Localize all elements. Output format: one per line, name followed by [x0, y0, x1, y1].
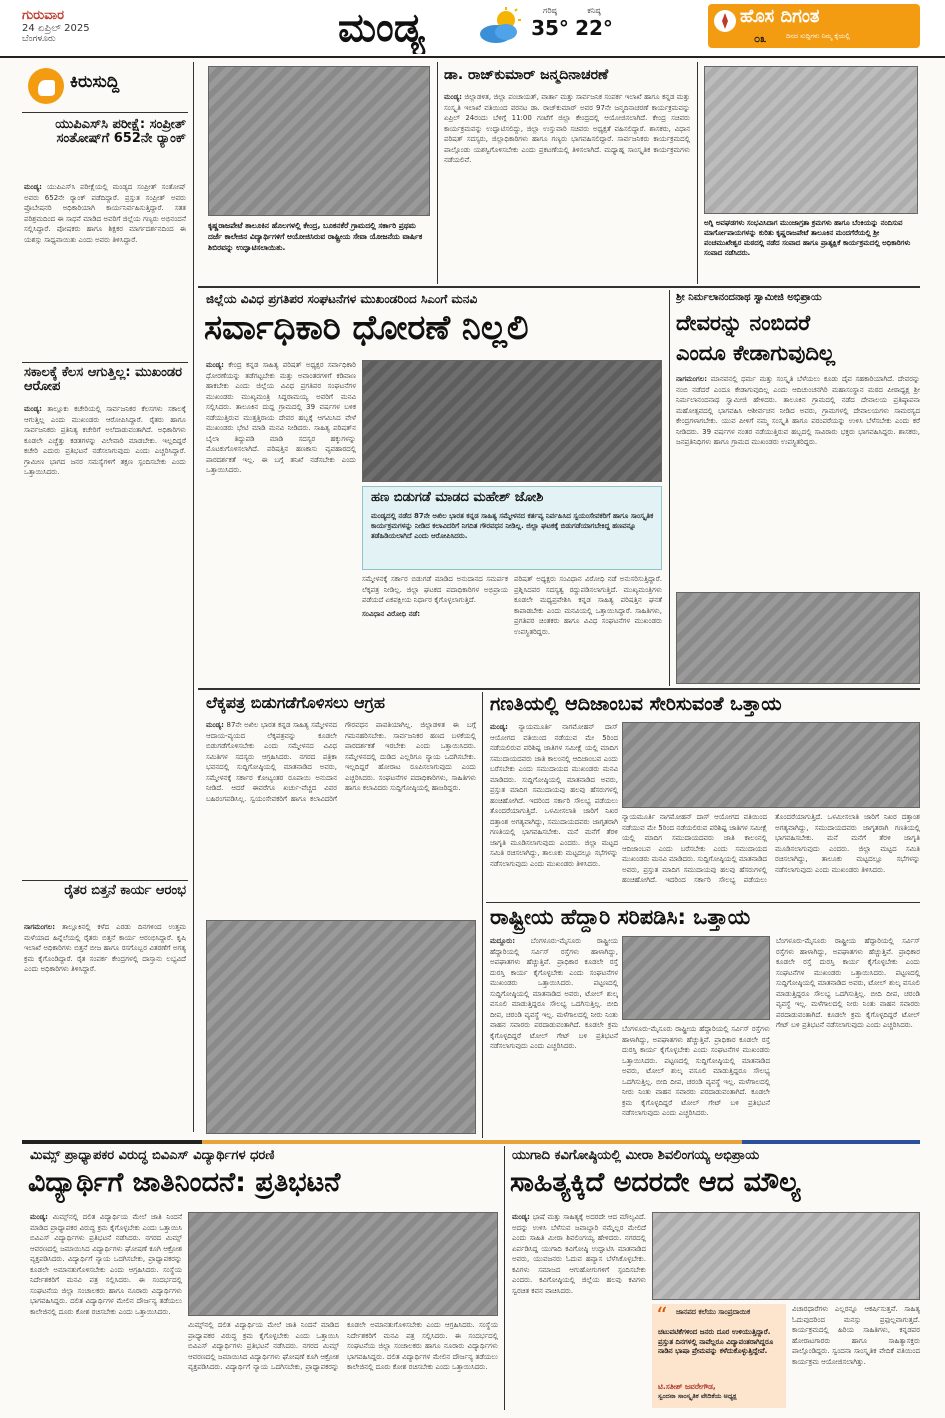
lead-body-bottom-right — [514, 574, 662, 686]
lekkapatra-photo — [206, 920, 476, 1134]
kavigoshti-dateline: ಮಂಡ್ಯ: — [512, 1213, 530, 1221]
mims-body — [30, 1212, 182, 1408]
nirmalananda-headline-2: ಎಂದೂ ಕೇಡಾಗುವುದಿಲ್ಲ — [676, 342, 836, 365]
lead-kicker: ಜಿಲ್ಲೆಯ ವಿವಿಧ ಪ್ರಗತಿಪರ ಸಂಘಟನೆಗಳ ಮುಖಂಡರಿಂದ ಸಿಎಂಗೆ ಮನವಿ — [206, 292, 478, 306]
mims-text-2: ಮಿಮ್ಸ್‌ನಲ್ಲಿ ದಲಿತ ವಿದ್ಯಾರ್ಥಿಯ ಮೇಲೆ ಜಾತಿ ನಿಂದನೆ ಮಾಡಿದ ಪ್ರಾಧ್ಯಾಪಕರ ವಿರುದ್ಧ ಕ್ರಮ ಕೈಗೊಳ್ಳಬೇಕು ಎಂದು ಒತ್ತಾಯಿಸಿ ಬಿವಿಎಸ್ ವಿದ್ಯಾರ್ಥಿಗಳು ಪ್ರತಿಭಟನೆ ನಡೆಸಿದರು. ನಗರದ ಮಿಮ್ಸ್ ಆವರಣದಲ್ಲಿ ಜಮಾಯಿಸಿದ ವಿದ್ಯಾರ್ಥಿಗಳು ಘೋಷಣೆ ಕೂಗಿ ಆಕ್ರೋಶ ವ್ಯಕ್ತಪಡಿಸಿದರು. ವಿದ್ಯಾರ್ಥಿಗೆ ನ್ಯಾಯ ಒದಗಿಸಬೇಕು, ಪ್ರಾಧ್ಯಾಪಕರನ್ನು ಕೂಡಲೇ ಅಮಾನತುಗೊಳಿಸಬೇಕು ಎಂದು ಆಗ್ರಹಿಸಿದರು. ಸಂಸ್ಥೆಯ ನಿರ್ದೇಶಕರಿಗೆ ಮನವಿ ಪತ್ರ ಸಲ್ಲಿಸಿದರು. ಈ ಸಂದರ್ಭದಲ್ಲಿ ಸಂಘಟನೆಯ ಜಿಲ್ಲಾ ಸಂಚಾಲಕರು ಹಾಗೂ ನೂರಾರು ವಿದ್ಯಾರ್ಥಿಗಳು ಭಾಗವಹಿಸಿದ್ದರು. ದಲಿತ ವಿದ್ಯಾರ್ಥಿಗಳ ಮೇಲಿನ ದೌರ್ಜನ್ಯ ತಡೆಯಲು ಕಾಲೇಜಿನಲ್ಲಿ ದೂರು ಕೋಶ ರಚಿಸಬೇಕು ಎಂದು ಒತ್ತಾಯಿಸಿದರು. — [188, 1321, 498, 1371]
kavigoshti-quote-author: ಟಿ.ಸತೀಶ್ ಜವರೇಗೌಡ, — [658, 1382, 716, 1391]
kavigoshti-quote-kicker: ಜಾನಪದ ಕಲೆಯು ಸಾಂಪ್ರದಾಯಿಕ — [676, 1308, 751, 1316]
brand-block — [708, 4, 920, 48]
kiru-item-3-body — [24, 922, 186, 1138]
kiru-item-3-dateline: ನಾಗಮಂಗಲ: — [24, 923, 56, 931]
kavigoshti-headline: ಸಾಹಿತ್ಯಕ್ಕಿದೆ ಅದರದೇ ಆದ ಮೌಲ್ಯ — [510, 1168, 801, 1198]
column-rule — [504, 1146, 505, 1410]
column-rule — [437, 62, 438, 284]
kirusuddi-column — [22, 62, 188, 1142]
top-right-photo-caption: ಅಗ್ನಿ ಅವಘಡಗಳು ಸಂಭವಿಸಿದಾಗ ಮುಂಜಾಗ್ರತಾ ಕ್ರಮಗಳು ಹಾಗೂ ಬೆಂಕಿಯನ್ನು ನಂದಿಸುವ ಮಾರ್ಗೋಪಾಯಗಳನ್ನು ಕುರಿತು ಕೃಷ್ಣರಾಜಪೇಟೆ ತಾಲೂಕಿನ ಮಂದಗೆರೆಯಲ್ಲಿ ಶ್ರೀ ಪಂಚಮುಖೇಶ್ವರ ಮಠದಲ್ಲಿ ನಡೆದ ಸಂವಾದ ಹಾಗೂ ಪ್ರಾತ್ಯಕ್ಷಿಕೆ ಕಾರ್ಯಕ್ರಮದಲ್ಲಿ ಅಧಿಕಾರಿಗಳು ಸಂವಾದ ನಡೆಸಿದರು. — [704, 219, 911, 257]
max-temp: 35° — [531, 16, 569, 40]
hedari-dateline: ಮದ್ದೂರು: — [490, 937, 516, 945]
kiru-item-3-headline: ರೈತರ ಬಿತ್ತನೆ ಕಾರ್ಯ ಆರಂಭ — [64, 884, 186, 898]
column-rule — [193, 62, 194, 1132]
brand-logo-icon — [714, 10, 736, 32]
kirusuddi-label: ಕಿರುಸುದ್ದಿ — [70, 72, 120, 92]
weather-icon — [476, 6, 524, 46]
nirmalananda-body — [676, 374, 920, 588]
kiru-item-1-headline: ಯುಪಿಎಸ್‌ಸಿ ಪರೀಕ್ಷೆ: ಸಂಪ್ರೀತ್ ಸಂತೋಷ್‌ಗೆ 652ನೇ ರ‍್ಯಾಂಕ್ — [55, 118, 186, 147]
hedari-text-2: ಬೆಂಗಳೂರು-ಮೈಸೂರು ರಾಷ್ಟ್ರೀಯ ಹೆದ್ದಾರಿಯಲ್ಲಿ ಸರ್ವಿಸ್ ರಸ್ತೆಗಳು ಹಾಳಾಗಿದ್ದು, ಅಪಘಾತಗಳು ಹೆಚ್ಚುತ್ತಿವೆ. ಪ್ರಾಧಿಕಾರ ಕೂಡಲೇ ರಸ್ತೆ ದುರಸ್ತಿ ಕಾರ್ಯ ಕೈಗೊಳ್ಳಬೇಕು ಎಂದು ಸಂಘಟನೆಗಳ ಮುಖಂಡರು ಒತ್ತಾಯಿಸಿದರು. ಪಟ್ಟಣದಲ್ಲಿ ಸುದ್ದಿಗೋಷ್ಠಿಯಲ್ಲಿ ಮಾತನಾಡಿದ ಅವರು, ಟೋಲ್ ಶುಲ್ಕ ವಸೂಲಿ ಮಾಡುತ್ತಿದ್ದರೂ ಸೌಲಭ್ಯ ಒದಗಿಸುತ್ತಿಲ್ಲ. ಬೀದಿ ದೀಪ, ಚರಂಡಿ ವ್ಯವಸ್ಥೆ ಇಲ್ಲ. ಮಳೆಗಾಲದಲ್ಲಿ ನೀರು ನಿಂತು ವಾಹನ ಸವಾರರು ಪರದಾಡುವಂತಾಗಿದೆ. ಕೂಡಲೇ ಕ್ರಮ ಕೈಗೊಳ್ಳದಿದ್ದರೆ ಟೋಲ್ ಗೇಟ್ ಬಳಿ ಪ್ರತಿಭಟನೆ ನಡೆಸಲಾಗುವುದು ಎಂದು ಎಚ್ಚರಿಸಿದರು. — [622, 1025, 770, 1117]
nirmalananda-text: ಮಾನವನಲ್ಲಿ ಧರ್ಮ ಮತ್ತು ಸಂಸ್ಕೃತಿ ಬೆಳೆಯಲು ಕೂಡು ದೈವ ಸಹಕಾರಿಯಾಗಿದೆ. ದೇವರನ್ನು ನಂಬಿ ನಡೆದರೆ ಎಂದೂ ಕೇಡಾಗುವುದಿಲ್ಲ ಎಂದು ಆದಿಚುಂಚನಗಿರಿ ಮಹಾಸಂಸ್ಥಾನ ಮಠದ ಪೀಠಾಧ್ಯಕ್ಷ ಶ್ರೀ ನಿರ್ಮಲಾನಂದನಾಥ ಸ್ವಾಮೀಜಿ ಹೇಳಿದರು. ತಾಲೂಕಿನ ಗ್ರಾಮದಲ್ಲಿ ನಡೆದ ದೇವಾಲಯ ಪ್ರತಿಷ್ಠಾಪನಾ ಮಹೋತ್ಸವದಲ್ಲಿ ಭಾಗವಹಿಸಿ ಆಶೀರ್ವಚನ ನೀಡಿದ ಅವರು, ಗ್ರಾಮಗಳಲ್ಲಿ ದೇವಾಲಯಗಳು ಸಾಮರಸ್ಯದ ಕೇಂದ್ರಗಳಾಗಬೇಕು. ಯುವ ಪೀಳಿಗೆ ನಮ್ಮ ಸಂಸ್ಕೃತಿ ಹಾಗೂ ಪರಂಪರೆಯನ್ನು ಉಳಿಸಿ ಬೆಳೆಸಬೇಕು ಎಂದು ಕರೆ ನೀಡಿದರು. 39 ವರ್ಷಗಳ ನಂತರ ನಡೆಯುತ್ತಿರುವ ಹಬ್ಬದಲ್ಲಿ ಸಾವಿರಾರು ಭಕ್ತರು ಭಾಗವಹಿಸಿದ್ದರು. ಶಾಸಕರು, ಜನಪ್ರತಿನಿಧಿಗಳು ಹಾಗೂ ಗ್ರಾಮದ ಮುಖಂಡರು ಉಪಸ್ಥಿತರಿದ್ದರು. — [676, 375, 920, 446]
mims-kicker: ಮಿಮ್ಸ್ ಪ್ರಾಧ್ಯಾಪಕರ ವಿರುದ್ಧ ಬಿವಿಎಸ್ ವಿದ್ಯಾರ್ಥಿಗಳ ಧರಣಿ — [30, 1148, 275, 1163]
quote-mark-icon: “ — [656, 1306, 668, 1324]
lead-headline: ಸರ್ವಾಧಿಕಾರಿ ಧೋರಣೆ ನಿಲ್ಲಲಿ — [204, 310, 529, 348]
max-temp-block — [528, 6, 572, 50]
lekkapatra-headline: ಲೆಕ್ಕಪತ್ರ ಬಿಡುಗಡೆಗೊಳಿಸಲು ಆಗ್ರಹ — [206, 694, 385, 712]
kavigoshti-body — [512, 1212, 646, 1408]
mims-headline: ವಿದ್ಯಾರ್ಥಿಗೆ ಜಾತಿನಿಂದನೆ: ಪ್ರತಿಭಟನೆ — [28, 1168, 341, 1198]
kiru-item-2-headline: ಸಕಾಲಕ್ಕೆ ಕೆಲಸ ಆಗುತ್ತಿಲ್ಲ: ಮುಖಂಡರ ಆರೋಪ — [24, 366, 183, 395]
kavigoshti-quote-role: ಸ್ವಂದನಾ ಸಾಂಸ್ಕೃತಿಕ ವೇದಿಕೆಯ ಅಧ್ಯಕ್ಷ — [658, 1392, 737, 1400]
kiru-item-3-text: ತಾಲ್ಲೂಕಿನಲ್ಲಿ ಕಳೆದ ಎರಡು ದಿನಗಳಿಂದ ಉತ್ತಮ ಮಳೆಯಾದ ಹಿನ್ನೆಲೆಯಲ್ಲಿ ರೈತರು ಬಿತ್ತನೆ ಕಾರ್ಯ ಆರಂಭಿಸಿದ್ದಾರೆ. ಕೃಷಿ ಇಲಾಖೆ ಅಧಿಕಾರಿಗಳು ಬಿತ್ತನೆ ಬೀಜ ಹಾಗೂ ರಸಗೊಬ್ಬರ ವಿತರಣೆಗೆ ಅಗತ್ಯ ಕ್ರಮ ಕೈಗೊಂಡಿದ್ದಾರೆ. ರೈತ ಸಂಪರ್ಕ ಕೇಂದ್ರಗಳಲ್ಲಿ ದಾಸ್ತಾನು ಲಭ್ಯವಿದೆ ಎಂದು ಅಧಿಕಾರಿಗಳು ತಿಳಿಸಿದ್ದಾರೆ. — [24, 923, 186, 973]
min-temp: 22° — [575, 16, 613, 40]
mims-dateline: ಮಂಡ್ಯ: — [30, 1213, 48, 1221]
nirmalananda-photo — [676, 592, 920, 684]
rajkumar-body — [444, 92, 690, 282]
color-bar-segment — [742, 1140, 920, 1144]
hedari-text: ಬೆಂಗಳೂರು-ಮೈಸೂರು ರಾಷ್ಟ್ರೀಯ ಹೆದ್ದಾರಿಯಲ್ಲಿ ಸರ್ವಿಸ್ ರಸ್ತೆಗಳು ಹಾಳಾಗಿದ್ದು, ಅಪಘಾತಗಳು ಹೆಚ್ಚುತ್ತಿವೆ. ಪ್ರಾಧಿಕಾರ ಕೂಡಲೇ ರಸ್ತೆ ದುರಸ್ತಿ ಕಾರ್ಯ ಕೈಗೊಳ್ಳಬೇಕು ಎಂದು ಸಂಘಟನೆಗಳ ಮುಖಂಡರು ಒತ್ತಾಯಿಸಿದರು. ಪಟ್ಟಣದಲ್ಲಿ ಸುದ್ದಿಗೋಷ್ಠಿಯಲ್ಲಿ ಮಾತನಾಡಿದ ಅವರು, ಟೋಲ್ ಶುಲ್ಕ ವಸೂಲಿ ಮಾಡುತ್ತಿದ್ದರೂ ಸೌಲಭ್ಯ ಒದಗಿಸುತ್ತಿಲ್ಲ. ಬೀದಿ ದೀಪ, ಚರಂಡಿ ವ್ಯವಸ್ಥೆ ಇಲ್ಲ. ಮಳೆಗಾಲದಲ್ಲಿ ನೀರು ನಿಂತು ವಾಹನ ಸವಾರರು ಪರದಾಡುವಂತಾಗಿದೆ. ಕೂಡಲೇ ಕ್ರಮ ಕೈಗೊಳ್ಳದಿದ್ದರೆ ಟೋಲ್ ಗೇಟ್ ಬಳಿ ಪ್ರತಿಭಟನೆ ನಡೆಸಲಾಗುವುದು ಎಂದು ಎಚ್ಚರಿಸಿದರು. — [490, 937, 618, 1050]
nirmalananda-dateline: ನಾಗಮಂಗಲ: — [676, 375, 708, 383]
hedari-headline: ರಾಷ್ಟ್ರೀಯ ಹೆದ್ದಾರಿ ಸರಿಪಡಿಸಿ: ಒತ್ತಾಯ — [490, 906, 751, 929]
nirmalananda-headline-1: ದೇವರನ್ನು ನಂಬಿದರೆ — [676, 312, 811, 335]
min-temp-block — [572, 6, 616, 50]
rajkumar-dateline: ಮಂಡ್ಯ: — [444, 93, 462, 101]
masthead-date-block — [22, 8, 182, 52]
hedari-body-3 — [776, 936, 920, 1134]
ganati-text: ನ್ಯಾಯಮೂರ್ತಿ ನಾಗಮೋಹನ್ ದಾಸ್ ಆಯೋಗದ ವತಿಯಿಂದ ನಡೆಯುವ ಮೇ 5ರಿಂದ ನಡೆಯಲಿರುವ ಪರಿಶಿಷ್ಟ ಜಾತಿಗಳ ಸಮೀಕ್ಷೆ ಯಲ್ಲಿ ಮಾದಿಗ ಸಮುದಾಯದವರು ಜಾತಿ ಕಾಲಂನಲ್ಲಿ ಆದಿಜಾಂಬವ ಎಂದು ಬರೆಸಬೇಕು ಎಂದು ಸಮುದಾಯದ ಮುಖಂಡರು ಮನವಿ ಮಾಡಿದರು. ಸುದ್ದಿಗೋಷ್ಠಿಯಲ್ಲಿ ಮಾತನಾಡಿದ ಅವರು, ಪ್ರಸ್ತುತ ಮಾದಿಗ ಸಮುದಾಯವು ಹಲವು ಹೆಸರುಗಳಲ್ಲಿ ಹಂಚಿಹೋಗಿದೆ. ಇದರಿಂದ ಸರ್ಕಾರಿ ಸೌಲಭ್ಯ ಪಡೆಯಲು ತೊಂದರೆಯಾಗುತ್ತಿದೆ. ಒಳಮೀಸಲಾತಿ ಜಾರಿಗೆ ನಿಖರ ದತ್ತಾಂಶ ಅಗತ್ಯವಾಗಿದ್ದು, ಸಮುದಾಯದವರು ಜಾಗೃತರಾಗಿ ಗಣತಿಯಲ್ಲಿ ಭಾಗವಹಿಸಬೇಕು. ಮನೆ ಮನೆಗೆ ತೆರಳಿ ಜಾಗೃತಿ ಮೂಡಿಸಲಾಗುವುದು ಎಂದರು. ಜಿಲ್ಲಾ ಮಟ್ಟದ ಸಮಿತಿ ರಚಿಸಲಾಗಿದ್ದು, ತಾಲೂಕು ಮಟ್ಟದಲ್ಲೂ ಸಭೆಗಳನ್ನು ನಡೆಸಲಾಗುವುದು ಎಂದು ಮುಖಂಡರು ತಿಳಿಸಿದರು. — [490, 723, 618, 868]
column-rule — [669, 290, 670, 686]
kavigoshti-quote: ಚಟುವಟಿಕೆಗಳಿಂದ ಜನರು ದೂರ ಉಳಿಯುತ್ತಿದ್ದಾರೆ. ಪ್ರಸ್ತುತ ದಿನಗಳಲ್ಲಿ ನಾವೆಲ್ಲರೂ ವಿದ್ಯಾವಂತರಾಗಿದ್ದರೂ ನಾಡಿನ ಭಾಷಾ ಪ್ರೇಮವನ್ನು ಕಳೆದುಕೊಳ್ಳುತ್ತಿದ್ದೇವೆ. — [658, 1328, 774, 1355]
lekkapatra-text: 87ನೇ ಅಖಿಲ ಭಾರತ ಕನ್ನಡ ಸಾಹಿತ್ಯ ಸಮ್ಮೇಳನದ ಆದಾಯ-ವ್ಯಯದ ಲೆಕ್ಕಪತ್ರವನ್ನು ಕೂಡಲೇ ಬಿಡುಗಡೆಗೊಳಿಸಬೇಕು ಎಂದು ಸಮ್ಮೇಳನದ ವಿವಿಧ ಸಮಿತಿಗಳ ಸದಸ್ಯರು ಆಗ್ರಹಿಸಿದರು. ನಗರದ ಪತ್ರಿಕಾ ಭವನದಲ್ಲಿ ಸುದ್ದಿಗೋಷ್ಠಿಯಲ್ಲಿ ಮಾತನಾಡಿದ ಅವರು, ಸಮ್ಮೇಳನಕ್ಕೆ ಸರ್ಕಾರ ಕೋಟ್ಯಂತರ ರೂಪಾಯಿ ಅನುದಾನ ನೀಡಿದೆ. ಆದರೆ ಈವರೆಗೂ ಖರ್ಚು-ವೆಚ್ಚದ ವಿವರ ಬಹಿರಂಗಪಡಿಸಿಲ್ಲ. ಸ್ವಯಂಸೇವಕರಿಗೆ ಹಾಗೂ ಕಲಾವಿದರಿಗೆ ಗೌರವಧನ ಪಾವತಿಯಾಗಿಲ್ಲ. ಜಿಲ್ಲಾಡಳಿತ ಈ ಬಗ್ಗೆ ಗಮನಹರಿಸಬೇಕು. ಸಾರ್ವಜನಿಕರ ಹಣದ ಬಳಕೆಯಲ್ಲಿ ಪಾರದರ್ಶಕತೆ ಇರಬೇಕು ಎಂದು ಒತ್ತಾಯಿಸಿದರು. ಸಮ್ಮೇಳನದಲ್ಲಿ ದುಡಿದ ಎಲ್ಲರಿಗೂ ನ್ಯಾಯ ಒದಗಿಸಬೇಕು. ಇಲ್ಲದಿದ್ದರೆ ಹೋರಾಟ ರೂಪಿಸಲಾಗುವುದು ಎಂದು ಎಚ್ಚರಿಸಿದರು. ಸಂಘಟನೆಗಳ ಪದಾಧಿಕಾರಿಗಳು, ಸಾಹಿತಿಗಳು ಹಾಗೂ ಕಲಾವಿದರು ಸುದ್ದಿಗೋಷ್ಠಿಯಲ್ಲಿ ಹಾಜರಿದ್ದರು. — [206, 721, 476, 803]
mims-body-2 — [188, 1320, 498, 1408]
min-temp-label: ಕನಿಷ್ಠ — [587, 6, 601, 15]
mims-text: ಮಿಮ್ಸ್‌ನಲ್ಲಿ ದಲಿತ ವಿದ್ಯಾರ್ಥಿಯ ಮೇಲೆ ಜಾತಿ ನಿಂದನೆ ಮಾಡಿದ ಪ್ರಾಧ್ಯಾಪಕರ ವಿರುದ್ಧ ಕ್ರಮ ಕೈಗೊಳ್ಳಬೇಕು ಎಂದು ಒತ್ತಾಯಿಸಿ ಬಿವಿಎಸ್ ವಿದ್ಯಾರ್ಥಿಗಳು ಪ್ರತಿಭಟನೆ ನಡೆಸಿದರು. ನಗರದ ಮಿಮ್ಸ್ ಆವರಣದಲ್ಲಿ ಜಮಾಯಿಸಿದ ವಿದ್ಯಾರ್ಥಿಗಳು ಘೋಷಣೆ ಕೂಗಿ ಆಕ್ರೋಶ ವ್ಯಕ್ತಪಡಿಸಿದರು. ವಿದ್ಯಾರ್ಥಿಗೆ ನ್ಯಾಯ ಒದಗಿಸಬೇಕು, ಪ್ರಾಧ್ಯಾಪಕರನ್ನು ಕೂಡಲೇ ಅಮಾನತುಗೊಳಿಸಬೇಕು ಎಂದು ಆಗ್ರಹಿಸಿದರು. ಸಂಸ್ಥೆಯ ನಿರ್ದೇಶಕರಿಗೆ ಮನವಿ ಪತ್ರ ಸಲ್ಲಿಸಿದರು. ಈ ಸಂದರ್ಭದಲ್ಲಿ ಸಂಘಟನೆಯ ಜಿಲ್ಲಾ ಸಂಚಾಲಕರು ಹಾಗೂ ನೂರಾರು ವಿದ್ಯಾರ್ಥಿಗಳು ಭಾಗವಹಿಸಿದ್ದರು. ದಲಿತ ವಿದ್ಯಾರ್ಥಿಗಳ ಮೇಲಿನ ದೌರ್ಜನ್ಯ ತಡೆಯಲು ಕಾಲೇಜಿನಲ್ಲಿ ದೂರು ಕೋಶ ರಚಿಸಬೇಕು ಎಂದು ಒತ್ತಾಯಿಸಿದರು. — [30, 1213, 182, 1316]
kavigoshti-photo — [652, 1212, 920, 1300]
divider — [22, 880, 188, 881]
ganati-text-2: ನ್ಯಾಯಮೂರ್ತಿ ನಾಗಮೋಹನ್ ದಾಸ್ ಆಯೋಗದ ವತಿಯಿಂದ ನಡೆಯುವ ಮೇ 5ರಿಂದ ನಡೆಯಲಿರುವ ಪರಿಶಿಷ್ಟ ಜಾತಿಗಳ ಸಮೀಕ್ಷೆ ಯಲ್ಲಿ ಮಾದಿಗ ಸಮುದಾಯದವರು ಜಾತಿ ಕಾಲಂನಲ್ಲಿ ಆದಿಜಾಂಬವ ಎಂದು ಬರೆಸಬೇಕು ಎಂದು ಸಮುದಾಯದ ಮುಖಂಡರು ಮನವಿ ಮಾಡಿದರು. ಸುದ್ದಿಗೋಷ್ಠಿಯಲ್ಲಿ ಮಾತನಾಡಿದ ಅವರು, ಪ್ರಸ್ತುತ ಮಾದಿಗ ಸಮುದಾಯವು ಹಲವು ಹೆಸರುಗಳಲ್ಲಿ ಹಂಚಿಹೋಗಿದೆ. ಇದರಿಂದ ಸರ್ಕಾರಿ ಸೌಲಭ್ಯ ಪಡೆಯಲು ತೊಂದರೆಯಾಗುತ್ತಿದೆ. ಒಳಮೀಸಲಾತಿ ಜಾರಿಗೆ ನಿಖರ ದತ್ತಾಂಶ ಅಗತ್ಯವಾಗಿದ್ದು, ಸಮುದಾಯದವರು ಜಾಗೃತರಾಗಿ ಗಣತಿಯಲ್ಲಿ ಭಾಗವಹಿಸಬೇಕು. ಮನೆ ಮನೆಗೆ ತೆರಳಿ ಜಾಗೃತಿ ಮೂಡಿಸಲಾಗುವುದು ಎಂದರು. ಜಿಲ್ಲಾ ಮಟ್ಟದ ಸಮಿತಿ ರಚಿಸಲಾಗಿದ್ದು, ತಾಲೂಕು ಮಟ್ಟದಲ್ಲೂ ಸಭೆಗಳನ್ನು ನಡೆಸಲಾಗುವುದು ಎಂದು ಮುಖಂಡರು ತಿಳಿಸಿದರು. — [622, 813, 920, 884]
hand-icon — [28, 68, 64, 104]
mims-photo — [188, 1212, 498, 1316]
hedari-body-2 — [622, 1024, 770, 1134]
lead-text-bottom-right: ಪರಿಷತ್ ಅಧ್ಯಕ್ಷರು ಸಂವಿಧಾನ ವಿರೋಧಿ ನಡೆ ಅನುಸರಿಸುತ್ತಿದ್ದಾರೆ. ಪ್ರಶ್ನಿಸಿದವರ ಸದಸ್ಯತ್ವ ರದ್ದುಪಡಿಸಲಾಗುತ್ತಿದೆ. ಮುಖ್ಯಮಂತ್ರಿಗಳು ಕೂಡಲೇ ಮಧ್ಯಪ್ರವೇಶಿಸಿ ಕನ್ನಡ ಸಾಹಿತ್ಯ ಪರಿಷತ್ತಿನ ಘನತೆ ಕಾಪಾಡಬೇಕು ಎಂದು ಮನವಿಯಲ್ಲಿ ಒತ್ತಾಯಿಸಿದ್ದಾರೆ. ಸಾಹಿತಿಗಳು, ಪ್ರಗತಿಪರ ಚಿಂತಕರು ಹಾಗೂ ವಿವಿಧ ಸಂಘಟನೆಗಳ ಮುಖಂಡರು ಉಪಸ್ಥಿತರಿದ್ದರು. — [514, 575, 662, 636]
lead-photo — [362, 360, 662, 482]
lekkapatra-dateline: ಮಂಡ್ಯ: — [206, 721, 224, 729]
edition-title: ಮಂಡ್ಯ — [338, 4, 425, 51]
section-color-bar — [22, 1140, 920, 1144]
kiru-item-1-text: ಯುಪಿಎಸ್‌ಸಿ ಪರೀಕ್ಷೆಯಲ್ಲಿ ಮಂಡ್ಯದ ಸಂಪ್ರೀತ್ ಸಂತೋಷ್ ಅವರು 652ನೇ ರ‍್ಯಾಂಕ್ ಪಡೆದಿದ್ದಾರೆ. ಪ್ರಸ್ತುತ ಸಂಪ್ರೀತ್ ಅವರು ಪ್ರೊಬೇಷನರಿ ಅಧಿಕಾರಿಯಾಗಿ ಕಾರ್ಯನಿರ್ವಹಿಸುತ್ತಿದ್ದಾರೆ. ಸತತ ಪರಿಶ್ರಮದಿಂದ ಈ ಸಾಧನೆ ಮಾಡಿದ ಅವರಿಗೆ ಜಿಲ್ಲೆಯ ಗಣ್ಯರು ಅಭಿನಂದನೆ ಸಲ್ಲಿಸಿದ್ದಾರೆ. ಪೋಷಕರು ಹಾಗೂ ಶಿಕ್ಷಕರ ಮಾರ್ಗದರ್ಶನದಿಂದ ಈ ಯಶಸ್ಸು ಸಾಧ್ಯವಾಯಿತು ಎಂದು ಅವರು ತಿಳಿಸಿದ್ದಾರೆ. — [24, 183, 186, 244]
lead-subhead-box — [362, 486, 662, 570]
lead-dateline: ಮಂಡ್ಯ: — [206, 361, 224, 369]
kavigoshti-text-right: ವಿಚಾರಧಾರೆಗಳು ಎಲ್ಲರನ್ನೂ ಆಕರ್ಷಿಸುತ್ತವೆ. ಸಾಹಿತ್ಯ ಓದುವುದರಿಂದ ಮನಸ್ಸು ಪ್ರಫುಲ್ಲವಾಗುತ್ತದೆ. ಕಾರ್ಯಕ್ರಮದಲ್ಲಿ ಹಿರಿಯ ಸಾಹಿತಿಗಳು, ಕನ್ನಡಪರ ಹೋರಾಟಗಾರರು ಹಾಗೂ ಸಾಹಿತ್ಯಾಸಕ್ತರು ಪಾಲ್ಗೊಂಡಿದ್ದರು. ಸ್ವಂದನಾ ಸಾಂಸ್ಕೃತಿಕ ವೇದಿಕೆ ವತಿಯಿಂದ ಕಾರ್ಯಕ್ರಮ ಆಯೋಜಿಸಲಾಗಿತ್ತು. — [792, 1305, 920, 1366]
color-bar-segment — [22, 1140, 202, 1144]
top-left-photo-caption: ಕೃಷ್ಣರಾಜಪೇಟೆ ತಾಲೂಕಿನ ಹೊಲಗಳಲ್ಲಿ ಕೇಂದ್ರ, ಬೂಕನಕೆರೆ ಗ್ರಾಮದಲ್ಲಿ ಸರ್ಕಾರಿ ಪ್ರಥಮ ದರ್ಜೆ ಕಾಲೇಜಿನ ವಿದ್ಯಾರ್ಥಿಗಳಿಗೆ ಆಯೋಜಿಸಿರುವ ರಾಷ್ಟ್ರೀಯ ಸೇವಾ ಯೋಜನೆಯ ವಾರ್ಷಿಕ ಶಿಬಿರವನ್ನು ಉದ್ಘಾಟಿಸಲಾಯಿತು. — [208, 221, 423, 252]
ganati-body — [490, 722, 618, 898]
kiru-item-2-text: ತಾಲ್ಲೂಕು ಕಚೇರಿಯಲ್ಲಿ ಸಾರ್ವಜನಿಕರ ಕೆಲಸಗಳು ಸಕಾಲಕ್ಕೆ ಆಗುತ್ತಿಲ್ಲ ಎಂದು ಮುಖಂಡರು ಆರೋಪಿಸಿದ್ದಾರೆ. ರೈತರು ಹಾಗೂ ಸಾರ್ವಜನಿಕರು ಪ್ರತಿನಿತ್ಯ ಕಚೇರಿಗೆ ಅಲೆದಾಡುವಂತಾಗಿದೆ. ಅಧಿಕಾರಿಗಳು ಕೂಡಲೇ ಎಚ್ಚೆತ್ತು ಕಡತಗಳನ್ನು ವಿಲೇವಾರಿ ಮಾಡಬೇಕು. ಇಲ್ಲದಿದ್ದರೆ ಕಚೇರಿ ಎದುರು ಪ್ರತಿಭಟನೆ ನಡೆಸಲಾಗುವುದು ಎಂದು ಎಚ್ಚರಿಸಿದ್ದಾರೆ. ಗ್ರಾಮೀಣ ಭಾಗದ ಜನರ ಸಮಸ್ಯೆಗಳಿಗೆ ತಕ್ಷಣ ಸ್ಪಂದಿಸಬೇಕು ಎಂದು ಒತ್ತಾಯಿಸಿದರು. — [24, 405, 186, 476]
masthead-date: 24 ಏಪ್ರಿಲ್ 2025 — [22, 23, 90, 34]
kirusuddi-header — [28, 66, 178, 106]
page-number: ೦೩ — [754, 32, 767, 45]
kiru-item-1-body — [24, 182, 186, 358]
hedari-photo — [622, 936, 770, 1020]
kiru-item-2-body — [24, 404, 186, 874]
kiru-item-2-dateline: ಮಂಡ್ಯ: — [24, 405, 42, 413]
top-left-photo — [208, 66, 430, 216]
registration-marks — [840, 1410, 900, 1418]
divider — [22, 112, 188, 113]
lead-subhead-body: ಮಂಡ್ಯದಲ್ಲಿ ನಡೆದ 87ನೇ ಅಖಿಲ ಭಾರತ ಕನ್ನಡ ಸಾಹಿತ್ಯ ಸಮ್ಮೇಳನದ ಕರ್ತವ್ಯ ನಿರ್ವಹಿಸಿದ ಸ್ವಯಂಸೇವಕರಿಗೆ ಹಾಗೂ ಸಾಂಸ್ಕೃತಿಕ ಕಾರ್ಯಕ್ರಮಗಳನ್ನು ನೀಡಿದ ಕಲಾವಿದರಿಗೆ ನಿಗದಿತ ಗೌರವಧನ ನೀಡಿಲ್ಲ. ಜಿಲ್ಲಾ ಘಟಕಕ್ಕೆ ಬಿಡುಗಡೆಯಾಗಬೇಕಿದ್ದ ಹಣವನ್ನೂ ತಡೆಹಿಡಿಯಲಾಗಿದೆ ಎಂದು ಆರೋಪಿಸಿದರು. — [371, 512, 654, 540]
kavigoshti-text: ಭಾಷೆ ಮತ್ತು ಸಾಹಿತ್ಯಕ್ಕೆ ಅದರದೇ ಆದ ಮೌಲ್ಯವಿದೆ. ಅದನ್ನು ಉಳಿಸಿ ಬೆಳೆಸುವ ಜವಾಬ್ದಾರಿ ನಮ್ಮೆಲ್ಲರ ಮೇಲಿದೆ ಎಂದು ಸಾಹಿತಿ ಮೀರಾ ಶಿವಲಿಂಗಯ್ಯ ಹೇಳಿದರು. ನಗರದಲ್ಲಿ ಏರ್ಪಡಿಸಿದ್ದ ಯುಗಾದಿ ಕವಿಗೋಷ್ಠಿ ಉದ್ಘಾಟಿಸಿ ಮಾತನಾಡಿದ ಅವರು, ಯುವಜನರು ಓದುವ ಹವ್ಯಾಸ ಬೆಳೆಸಿಕೊಳ್ಳಬೇಕು. ಕವಿಗಳು ಸಮಾಜದ ಆಗುಹೋಗುಗಳಿಗೆ ಸ್ಪಂದಿಸಬೇಕು ಎಂದರು. ಕವಿಗೋಷ್ಠಿಯಲ್ಲಿ ಜಿಲ್ಲೆಯ ಹಲವು ಕವಿಗಳು ಸ್ವರಚಿತ ಕವನ ವಾಚಿಸಿದರು. — [512, 1213, 646, 1295]
column-rule — [697, 62, 698, 284]
ganati-headline: ಗಣತಿಯಲ್ಲಿ ಆದಿಜಾಂಬವ ಸೇರಿಸುವಂತೆ ಒತ್ತಾಯ — [490, 694, 782, 715]
lead-text-left: ಕೇಂದ್ರ ಕನ್ನಡ ಸಾಹಿತ್ಯ ಪರಿಷತ್ ಅಧ್ಯಕ್ಷರ ಸರ್ವಾಧಿಕಾರಿ ಧೋರಣೆಯನ್ನು ತಡೆಗಟ್ಟಬೇಕು ಮತ್ತು ಅವಾಂತರಗಳಿಗೆ ಕಡಿವಾಣ ಹಾಕಬೇಕು ಎಂದು ಜಿಲ್ಲೆಯ ವಿವಿಧ ಪ್ರಗತಿಪರ ಸಂಘಟನೆಗಳ ಮುಖಂಡರು ಮುಖ್ಯಮಂತ್ರಿ ಸಿದ್ದರಾಮಯ್ಯ ಅವರಿಗೆ ಮನವಿ ಸಲ್ಲಿಸಿದರು. ತಾಲೂಕಿನ ದುದ್ದ ಗ್ರಾಮದಲ್ಲಿ 39 ವರ್ಷಗಳ ಬಳಿಕ ನಡೆಯುತ್ತಿರುವ ಮುತ್ತತ್ತಿರಾಯ ದೇವರ ಹಬ್ಬಕ್ಕೆ ಆಗಮಿಸಿದ ವೇಳೆ ಮುಖಂಡರು ಭೇಟಿ ಮಾಡಿ ಮನವಿ ನೀಡಿದರು. ಸಾಹಿತ್ಯ ಪರಿಷತ್‌ನ ಬೈಲಾ ತಿದ್ದುಪಡಿ ಮಾಡಿ ಸದಸ್ಯರ ಹಕ್ಕುಗಳನ್ನು ಮೊಟಕುಗೊಳಿಸಲಾಗಿದೆ. ಪರಿಷತ್ತಿನ ಹಣಕಾಸು ವ್ಯವಹಾರದಲ್ಲಿ ಪಾರದರ್ಶಕತೆ ಇಲ್ಲ. ಈ ಬಗ್ಗೆ ತನಿಖೆ ನಡೆಸಬೇಕು ಎಂದು ಒತ್ತಾಯಿಸಿದರು. — [206, 361, 356, 474]
divider — [22, 362, 188, 363]
lead-body-left — [206, 360, 356, 690]
brand-name: ಹೊಸ ದಿಗಂತ — [740, 6, 820, 27]
hedari-body — [490, 936, 618, 1134]
divider — [486, 902, 920, 903]
lead-subhead2: ಸಂವಿಧಾನ ವಿರೋಧಿ ನಡೆ: — [362, 609, 421, 618]
rajkumar-headline: ಡಾ. ರಾಜ್‌ಕುಮಾರ್ ಜನ್ಮದಿನಾಚರಣೆ — [444, 68, 609, 83]
divider — [198, 286, 920, 288]
kavigoshti-body-right — [792, 1304, 920, 1408]
ganati-body-2 — [622, 812, 920, 898]
ganati-photo — [622, 722, 920, 808]
registration-marks — [600, 1410, 660, 1418]
kiru-item-1-dateline: ಮಂಡ್ಯ: — [24, 183, 42, 191]
lead-text-bottom-left: ಸಮ್ಮೇಳನಕ್ಕೆ ಸರ್ಕಾರ ಬಿಡುಗಡೆ ಮಾಡಿದ ಅನುದಾನದ ಸಮರ್ಪಕ ಲೆಕ್ಕಪತ್ರ ನೀಡಿಲ್ಲ. ಜಿಲ್ಲಾ ಘಟಕದ ಪದಾಧಿಕಾರಿಗಳ ಅಭಿಪ್ರಾಯ ಪಡೆಯದೆ ಏಕಪಕ್ಷೀಯ ನಿರ್ಧಾರ ಕೈಗೊಳ್ಳಲಾಗುತ್ತಿದೆ. — [362, 575, 508, 604]
hedari-text-3: ಬೆಂಗಳೂರು-ಮೈಸೂರು ರಾಷ್ಟ್ರೀಯ ಹೆದ್ದಾರಿಯಲ್ಲಿ ಸರ್ವಿಸ್ ರಸ್ತೆಗಳು ಹಾಳಾಗಿದ್ದು, ಅಪಘಾತಗಳು ಹೆಚ್ಚುತ್ತಿವೆ. ಪ್ರಾಧಿಕಾರ ಕೂಡಲೇ ರಸ್ತೆ ದುರಸ್ತಿ ಕಾರ್ಯ ಕೈಗೊಳ್ಳಬೇಕು ಎಂದು ಸಂಘಟನೆಗಳ ಮುಖಂಡರು ಒತ್ತಾಯಿಸಿದರು. ಪಟ್ಟಣದಲ್ಲಿ ಸುದ್ದಿಗೋಷ್ಠಿಯಲ್ಲಿ ಮಾತನಾಡಿದ ಅವರು, ಟೋಲ್ ಶುಲ್ಕ ವಸೂಲಿ ಮಾಡುತ್ತಿದ್ದರೂ ಸೌಲಭ್ಯ ಒದಗಿಸುತ್ತಿಲ್ಲ. ಬೀದಿ ದೀಪ, ಚರಂಡಿ ವ್ಯವಸ್ಥೆ ಇಲ್ಲ. ಮಳೆಗಾಲದಲ್ಲಿ ನೀರು ನಿಂತು ವಾಹನ ಸವಾರರು ಪರದಾಡುವಂತಾಗಿದೆ. ಕೂಡಲೇ ಕ್ರಮ ಕೈಗೊಳ್ಳದಿದ್ದರೆ ಟೋಲ್ ಗೇಟ್ ಬಳಿ ಪ್ರತಿಭಟನೆ ನಡೆಸಲಾಗುವುದು ಎಂದು ಎಚ್ಚರಿಸಿದರು. — [776, 937, 920, 1029]
top-right-photo — [704, 66, 918, 214]
brand-tagline: ದಿನದ ಸುದ್ದಿಗಳು ನಿಮ್ಮ ಕೈಯಲ್ಲಿ — [786, 32, 851, 40]
kavigoshti-quote-box — [652, 1304, 786, 1408]
max-temp-label: ಗರಿಷ್ಠ — [543, 6, 557, 15]
nirmalananda-kicker: ಶ್ರೀ ನಿರ್ಮಲಾನಂದನಾಥ ಸ್ವಾಮೀಜಿ ಅಭಿಪ್ರಾಯ — [676, 292, 822, 303]
lead-subhead: ಹಣ ಬಿಡುಗಡೆ ಮಾಡದ ಮಹೇಶ್ ಜೋಶಿ — [371, 491, 544, 505]
registration-marks — [90, 1410, 150, 1418]
masthead-day: ಗುರುವಾರ — [22, 8, 64, 23]
divider — [198, 688, 920, 690]
column-rule — [482, 692, 483, 1138]
registration-marks — [340, 1410, 400, 1418]
masthead — [0, 0, 945, 58]
lekkapatra-body — [206, 720, 476, 914]
lead-body-bottom-left — [362, 574, 508, 686]
ganati-dateline: ಮಂಡ್ಯ: — [490, 723, 508, 731]
masthead-city: ಬೆಂಗಳೂರು — [22, 34, 56, 44]
rajkumar-text: ಜಿಲ್ಲಾಡಳಿತ, ಜಿಲ್ಲಾ ಪಂಚಾಯತ್, ವಾರ್ತಾ ಮತ್ತು ಸಾರ್ವಜನಿಕ ಸಂಪರ್ಕ ಇಲಾಖೆ ಹಾಗೂ ಕನ್ನಡ ಮತ್ತು ಸಂಸ್ಕೃತಿ ಇಲಾಖೆ ವತಿಯಿಂದ ವರನಟ ಡಾ. ರಾಜ್‌ಕುಮಾರ್ ಅವರ 97ನೇ ಜನ್ಮದಿನಾಚರಣೆ ಕಾರ್ಯಕ್ರಮವನ್ನು ಏಪ್ರಿಲ್ 24ರಂದು ಬೆಳಿಗ್ಗೆ 11:00 ಗಂಟೆಗೆ ಜಿಲ್ಲಾ ಕೇಂದ್ರದಲ್ಲಿ ಆಯೋಜಿಸಲಾಗಿದೆ. ಕೇಂದ್ರ ಸಚಿವರು ಕಾರ್ಯಕ್ರಮವನ್ನು ಉದ್ಘಾಟಿಸಲಿದ್ದು, ಜಿಲ್ಲಾ ಉಸ್ತುವಾರಿ ಸಚಿವರು ಅಧ್ಯಕ್ಷತೆ ವಹಿಸಲಿದ್ದಾರೆ. ಶಾಸಕರು, ವಿಧಾನ ಪರಿಷತ್ ಸದಸ್ಯರು, ಜಿಲ್ಲಾಧಿಕಾರಿಗಳು ಹಾಗೂ ಗಣ್ಯರು ಭಾಗವಹಿಸಲಿದ್ದಾರೆ. ಸಾರ್ವಜನಿಕರು ಕಾರ್ಯಕ್ರಮದಲ್ಲಿ ಪಾಲ್ಗೊಂಡು ಯಶಸ್ವಿಗೊಳಿಸಬೇಕು ಎಂದು ಪ್ರಕಟಣೆಯಲ್ಲಿ ತಿಳಿಸಲಾಗಿದೆ. ಮಧ್ಯಾಹ್ನ ಸಾಂಸ್ಕೃತಿಕ ಕಾರ್ಯಕ್ರಮಗಳು ನಡೆಯಲಿವೆ. — [444, 93, 690, 164]
color-bar-segment — [202, 1140, 742, 1144]
kavigoshti-kicker: ಯುಗಾದಿ ಕವಿಗೋಷ್ಠಿಯಲ್ಲಿ ಮೀರಾ ಶಿವಲಿಂಗಯ್ಯ ಅಭಿಪ್ರಾಯ — [512, 1148, 760, 1163]
